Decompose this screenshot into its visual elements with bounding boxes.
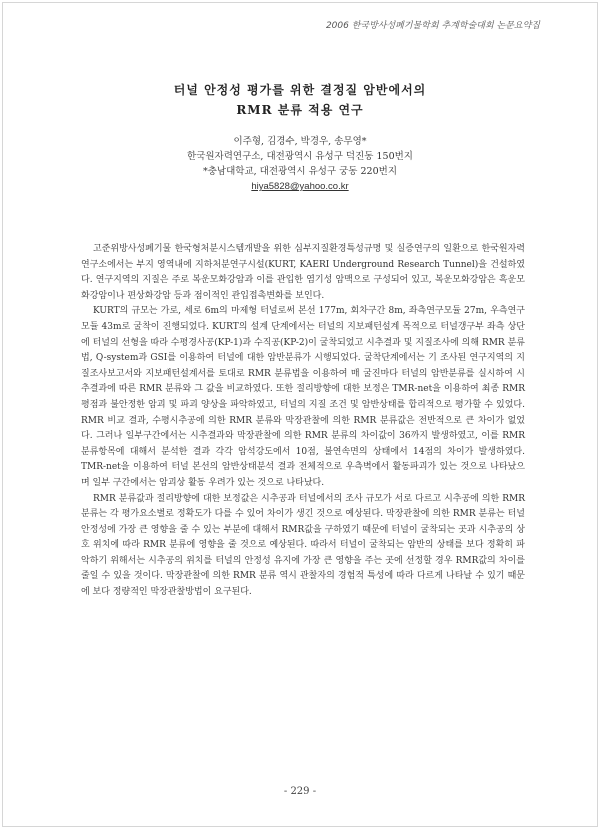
abstract-body <box>81 242 525 601</box>
running-header: 2006 한국방사성폐기물학회 추계학술대회 논문요약집 <box>325 21 540 31</box>
authors-block <box>0 134 600 194</box>
affiliation-1: 한국원자력연구소, 대전광역시 유성구 덕진동 150번지 <box>187 151 413 162</box>
author-email[interactable]: hiya5828@yahoo.co.kr <box>251 181 349 192</box>
title-line-2: RMR 분류 적용 연구 <box>236 103 364 117</box>
paragraph-1: 고준위방사성폐기물 한국형처분시스템개발을 위한 심부지질환경특성규명 및 실증연구의 일환으로 한국원자력연구소에서는 부지 영역내에 지하처분연구시설(KURT, KAERI Underground Research Tunnel)을 건설하였다. 연구지역의 지질은 주로 복운모화강암과 이를 관입한 염기성 암맥으로 구성되어 있고, 복운모화강암은 흑운모화강암이나 편상화강암 등과 점이적인 관입접촉변화를 보인다. <box>81 244 525 301</box>
page-number: - 229 - <box>283 786 317 797</box>
paragraph-3: RMR 분류값과 절리방향에 대한 보정값은 시추공과 터널에서의 조사 규모가 서로 다르고 시추공에 의한 RMR 분류는 각 평가요소별로 정확도가 다를 수 있어 차이가 생긴 것으로 예상된다. 막장관찰에 의한 RMR 분류는 터널 안정성에 가장 큰 영향을 줄 수 있는 부분에 대해서 RMR값을 구하였기 때문에 터널이 굴착되는 곳과 시추공의 상호 위치에 따라 RMR 분류에 영향을 줄 것으로 예상된다. 따라서 터널이 굴착되는 암반의 상태를 보다 정확히 파악하기 위해서는 시추공의 위치를 터널의 안정성 유지에 가장 큰 영향을 주는 곳에 선정할 경우 RMR값의 차이를 줄일 수 있을 것이다. 막장관찰에 의한 RMR 분류 역시 관찰자의 경험적 특성에 따라 다르게 나타날 수 있기 때문에 보다 정량적인 막장관찰방법이 요구된다. <box>81 493 525 598</box>
paragraph-2: KURT의 규모는 가로, 세로 6m의 마제형 터널로써 본선 177m, 회차구간 8m, 좌측연구모듈 27m, 우측연구모듈 43m로 굴착이 진행되었다. KURT의 설계 단계에서는 터널의 지보패턴설계 목적으로 터널갱구부 좌측 상단에 터널의 선형을 따라 수평경사공(KP-1)과 수직공(KP-2)이 굴착되었고 시추결과 및 지질조사에 의해 RMR 분류법, Q-system과 GSI를 이용하여 터널에 대한 암반분류가 시행되었다. 굴착단계에서는 기 조사된 연구지역의 지질조사보고서와 지보패턴설계서를 토대로 RMR 분류법을 이용하여 매 굴진마다 터널의 암반분류를 실시하여 시추결과에 따른 RMR 분류와 그 값을 비교하였다. 또한 절리방향에 대한 보정은 TMR-net을 이용하여 최종 RMR 평점과 불안정한 암괴 및 파괴 양상을 파악하였고, 터널의 지질 조건 및 암반상태를 합리적으로 평가할 수 있었다. RMR 비교 결과, 수평시추공에 의한 RMR 분류와 막장관찰에 의한 RMR 분류값은 전반적으로 큰 차이가 없었다. 그러나 일부구간에서는 시추결과와 막장관찰에 의한 RMR 분류의 차이값이 36까지 발생하였고, 이를 RMR 분류항목에 대해서 분석한 결과 각각 암석강도에서 10점, 불연속면의 상태에서 14점의 차이가 발생하였다. TMR-net을 이용하여 터널 본선의 암반상태분석 결과 전체적으로 우측벽에서 활동파괴가 있는 것으로 나타났으며 일부 구간에서는 암괴상 활동 우려가 있는 것으로 나타났다. <box>81 306 525 488</box>
title-line-1: 터널 안정성 평가를 위한 결정질 암반에서의 <box>173 83 427 97</box>
affiliation-2: *충남대학교, 대전광역시 유성구 궁동 220번지 <box>203 166 397 177</box>
paper-title <box>0 80 600 120</box>
author-names: 이주형, 김경수, 박경우, 송무영* <box>233 136 367 147</box>
